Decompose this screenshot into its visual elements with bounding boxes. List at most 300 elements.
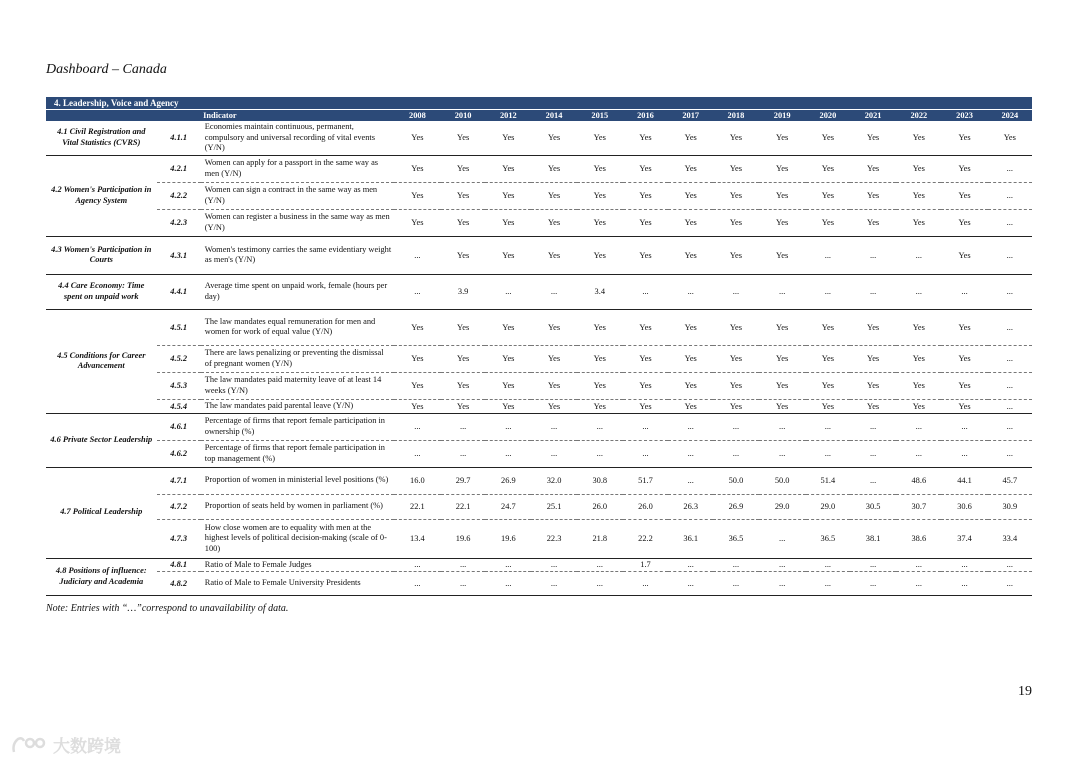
indicator-value-cell: ... xyxy=(623,274,668,309)
indicator-value-cell: ... xyxy=(941,558,987,572)
indicator-value-cell: ... xyxy=(668,413,713,440)
indicator-value-cell: Yes xyxy=(623,236,668,274)
indicator-value-cell: Yes xyxy=(759,309,806,345)
indicator-value-cell: Yes xyxy=(577,309,623,345)
indicator-code: 4.5.4 xyxy=(157,399,201,413)
indicator-value-cell: ... xyxy=(577,440,623,467)
indicator-description: Women can sign a contract in the same way as men (Y/N) xyxy=(201,182,394,209)
indicator-group-label: 4.8 Positions of influence: Judiciary and Academia xyxy=(46,558,157,596)
dashboard-table-container xyxy=(46,97,1032,596)
indicator-description: Average time spent on unpaid work, female (hours per day) xyxy=(201,274,394,309)
indicator-code: 4.5.2 xyxy=(157,345,201,372)
indicator-value-cell: Yes xyxy=(896,155,941,182)
indicator-value-cell: ... xyxy=(850,274,896,309)
indicator-value-cell: Yes xyxy=(441,155,485,182)
indicator-value-cell: Yes xyxy=(896,372,941,399)
indicator-value-cell: ... xyxy=(988,345,1032,372)
indicator-description: The law mandates paid maternity leave of at least 14 weeks (Y/N) xyxy=(201,372,394,399)
indicator-value-cell: ... xyxy=(988,209,1032,236)
indicator-value-cell: ... xyxy=(531,558,576,572)
indicator-row xyxy=(46,236,1032,274)
indicator-value-cell: Yes xyxy=(531,399,576,413)
indicator-value-cell: ... xyxy=(441,572,485,596)
indicator-value-cell: Yes xyxy=(668,182,713,209)
indicator-value-cell: Yes xyxy=(896,121,941,155)
table-body xyxy=(46,121,1032,596)
indicator-row xyxy=(46,309,1032,345)
indicator-value-cell: Yes xyxy=(441,236,485,274)
indicator-value-cell: Yes xyxy=(941,182,987,209)
indicator-value-cell: 26.0 xyxy=(577,494,623,519)
indicator-value-cell: Yes xyxy=(806,121,850,155)
indicator-value-cell: Yes xyxy=(850,345,896,372)
indicator-row xyxy=(46,440,1032,467)
indicator-value-cell: Yes xyxy=(806,309,850,345)
indicator-value-cell: ... xyxy=(850,413,896,440)
indicator-row xyxy=(46,345,1032,372)
indicator-value-cell: Yes xyxy=(531,155,576,182)
indicator-value-cell: Yes xyxy=(531,182,576,209)
table-header xyxy=(46,110,1032,122)
indicator-value-cell: ... xyxy=(623,440,668,467)
indicator-value-cell: Yes xyxy=(713,236,758,274)
indicator-group-label: 4.1 Civil Registration and Vital Statistics (CVRS) xyxy=(46,121,157,155)
indicator-value-cell: Yes xyxy=(577,399,623,413)
indicator-value-cell: 30.7 xyxy=(896,494,941,519)
indicator-value-cell: ... xyxy=(806,413,850,440)
indicator-code: 4.4.1 xyxy=(157,274,201,309)
indicator-value-cell: Yes xyxy=(759,121,806,155)
indicator-value-cell: Yes xyxy=(394,309,441,345)
year-column-header: 2023 xyxy=(941,110,987,122)
indicator-value-cell: ... xyxy=(896,558,941,572)
indicator-value-cell: 33.4 xyxy=(988,519,1032,558)
indicator-value-cell: Yes xyxy=(668,209,713,236)
indicator-value-cell: ... xyxy=(394,413,441,440)
indicator-value-cell: ... xyxy=(988,399,1032,413)
year-column-header: 2008 xyxy=(394,110,441,122)
indicator-value-cell: Yes xyxy=(485,372,531,399)
indicator-value-cell: Yes xyxy=(441,121,485,155)
indicator-value-cell: ... xyxy=(713,440,758,467)
year-column-header: 2022 xyxy=(896,110,941,122)
year-column-header: 2020 xyxy=(806,110,850,122)
indicator-value-cell: ... xyxy=(485,572,531,596)
indicator-value-cell: 16.0 xyxy=(394,467,441,494)
indicator-description: Economies maintain continuous, permanent, compulsory and universal recording of vital events (Y/N) xyxy=(201,121,394,155)
indicator-value-cell: 26.3 xyxy=(668,494,713,519)
indicator-value-cell: Yes xyxy=(531,372,576,399)
year-column-header: 2019 xyxy=(759,110,806,122)
indicator-value-cell: Yes xyxy=(806,372,850,399)
indicator-value-cell: ... xyxy=(623,572,668,596)
indicator-value-cell: Yes xyxy=(577,182,623,209)
indicator-row xyxy=(46,182,1032,209)
indicator-description: Women can apply for a passport in the same way as men (Y/N) xyxy=(201,155,394,182)
indicator-description: There are laws penalizing or preventing the dismissal of pregnant women (Y/N) xyxy=(201,345,394,372)
indicator-value-cell: 1.7 xyxy=(623,558,668,572)
indicator-value-cell: Yes xyxy=(713,399,758,413)
indicator-group-label: 4.5 Conditions for Career Advancement xyxy=(46,309,157,413)
indicator-value-cell: Yes xyxy=(485,399,531,413)
year-column-header: 2016 xyxy=(623,110,668,122)
indicator-value-cell: ... xyxy=(623,413,668,440)
indicator-value-cell: ... xyxy=(441,440,485,467)
indicator-value-cell: ... xyxy=(394,274,441,309)
indicator-description: Proportion of seats held by women in parliament (%) xyxy=(201,494,394,519)
indicator-value-cell: 22.3 xyxy=(531,519,576,558)
indicator-description: Women's testimony carries the same evidentiary weight as men's (Y/N) xyxy=(201,236,394,274)
indicator-value-cell: ... xyxy=(485,274,531,309)
indicator-value-cell: Yes xyxy=(759,345,806,372)
indicator-value-cell: Yes xyxy=(485,155,531,182)
indicator-value-cell: Yes xyxy=(896,309,941,345)
indicator-value-cell: 3.9 xyxy=(441,274,485,309)
indicator-value-cell: Yes xyxy=(441,182,485,209)
indicator-value-cell: ... xyxy=(577,558,623,572)
indicator-value-cell: ... xyxy=(941,274,987,309)
indicator-value-cell: ... xyxy=(713,413,758,440)
indicator-value-cell: Yes xyxy=(941,121,987,155)
indicator-value-cell: Yes xyxy=(394,182,441,209)
indicator-value-cell: ... xyxy=(759,558,806,572)
indicator-code: 4.8.1 xyxy=(157,558,201,572)
indicator-value-cell: ... xyxy=(806,236,850,274)
indicator-row xyxy=(46,274,1032,309)
indicator-value-cell: Yes xyxy=(441,309,485,345)
indicator-value-cell: ... xyxy=(988,274,1032,309)
indicator-value-cell: Yes xyxy=(941,345,987,372)
indicator-value-cell: ... xyxy=(941,572,987,596)
indicator-row xyxy=(46,558,1032,572)
indicator-description: The law mandates equal remuneration for men and women for work of equal value (Y/N) xyxy=(201,309,394,345)
indicator-value-cell: 21.8 xyxy=(577,519,623,558)
indicator-value-cell: Yes xyxy=(577,209,623,236)
indicator-value-cell: Yes xyxy=(577,121,623,155)
indicator-value-cell: Yes xyxy=(806,182,850,209)
indicator-value-cell: Yes xyxy=(713,121,758,155)
indicator-value-cell: Yes xyxy=(441,345,485,372)
indicator-value-cell: Yes xyxy=(441,209,485,236)
indicator-value-cell: ... xyxy=(668,572,713,596)
indicator-value-cell: ... xyxy=(531,413,576,440)
indicator-value-cell: 44.1 xyxy=(941,467,987,494)
indicator-value-cell: ... xyxy=(668,467,713,494)
year-column-header: 2010 xyxy=(441,110,485,122)
indicator-value-cell: Yes xyxy=(850,155,896,182)
indicator-value-cell: ... xyxy=(988,182,1032,209)
indicator-value-cell: Yes xyxy=(806,209,850,236)
indicator-code: 4.2.1 xyxy=(157,155,201,182)
indicator-value-cell: 13.4 xyxy=(394,519,441,558)
table-note: Note: Entries with “…”correspond to unavailability of data. xyxy=(46,603,289,614)
watermark-logo-icon xyxy=(10,734,50,756)
indicator-value-cell: ... xyxy=(896,413,941,440)
indicator-value-cell: 25.1 xyxy=(531,494,576,519)
indicator-row xyxy=(46,413,1032,440)
indicator-value-cell: 36.5 xyxy=(713,519,758,558)
indicator-value-cell: ... xyxy=(713,572,758,596)
indicator-value-cell: Yes xyxy=(668,399,713,413)
section-header: 4. Leadership, Voice and Agency xyxy=(46,97,1032,109)
indicator-row xyxy=(46,572,1032,596)
indicator-value-cell: ... xyxy=(441,558,485,572)
indicator-code: 4.2.2 xyxy=(157,182,201,209)
indicator-value-cell: ... xyxy=(531,572,576,596)
indicator-code: 4.3.1 xyxy=(157,236,201,274)
indicator-code: 4.7.2 xyxy=(157,494,201,519)
indicator-code: 4.2.3 xyxy=(157,209,201,236)
indicator-value-cell: Yes xyxy=(394,155,441,182)
indicator-value-cell: Yes xyxy=(896,399,941,413)
indicator-code: 4.1.1 xyxy=(157,121,201,155)
indicator-value-cell: ... xyxy=(988,440,1032,467)
indicator-value-cell: ... xyxy=(485,413,531,440)
indicator-description: The law mandates paid parental leave (Y/N) xyxy=(201,399,394,413)
indicator-value-cell: Yes xyxy=(713,372,758,399)
indicator-row xyxy=(46,467,1032,494)
indicator-value-cell: Yes xyxy=(531,309,576,345)
indicator-value-cell: ... xyxy=(988,236,1032,274)
indicator-value-cell: ... xyxy=(850,440,896,467)
indicator-code: 4.7.1 xyxy=(157,467,201,494)
page-title: Dashboard – Canada xyxy=(46,62,167,77)
indicator-value-cell: Yes xyxy=(394,399,441,413)
indicator-value-cell: ... xyxy=(988,572,1032,596)
indicator-description: Ratio of Male to Female Judges xyxy=(201,558,394,572)
indicator-value-cell: 22.1 xyxy=(441,494,485,519)
indicator-value-cell: Yes xyxy=(896,209,941,236)
indicator-group-label: 4.3 Women's Participation in Courts xyxy=(46,236,157,274)
indicator-value-cell: Yes xyxy=(759,236,806,274)
indicator-value-cell: Yes xyxy=(850,209,896,236)
indicator-value-cell: Yes xyxy=(531,236,576,274)
indicator-value-cell: Yes xyxy=(850,309,896,345)
indicator-value-cell: Yes xyxy=(668,155,713,182)
indicator-value-cell: ... xyxy=(941,440,987,467)
indicator-value-cell: Yes xyxy=(441,372,485,399)
indicator-row xyxy=(46,155,1032,182)
indicator-value-cell: Yes xyxy=(713,155,758,182)
indicator-value-cell: 19.6 xyxy=(441,519,485,558)
indicator-value-cell: ... xyxy=(485,558,531,572)
indicator-value-cell: 29.0 xyxy=(759,494,806,519)
indicator-value-cell: 30.9 xyxy=(988,494,1032,519)
indicator-value-cell: Yes xyxy=(850,182,896,209)
indicator-description: Proportion of women in ministerial level positions (%) xyxy=(201,467,394,494)
indicator-value-cell: Yes xyxy=(623,345,668,372)
indicator-value-cell: Yes xyxy=(988,121,1032,155)
indicator-value-cell: Yes xyxy=(531,345,576,372)
indicator-value-cell: Yes xyxy=(759,155,806,182)
indicator-value-cell: ... xyxy=(896,274,941,309)
indicator-value-cell: ... xyxy=(941,413,987,440)
indicator-value-cell: ... xyxy=(896,440,941,467)
indicator-value-cell: Yes xyxy=(759,399,806,413)
indicator-value-cell: 30.5 xyxy=(850,494,896,519)
indicator-value-cell: Yes xyxy=(531,121,576,155)
indicator-value-cell: 50.0 xyxy=(759,467,806,494)
indicator-value-cell: Yes xyxy=(713,182,758,209)
indicator-value-cell: ... xyxy=(394,440,441,467)
indicator-value-cell: Yes xyxy=(485,236,531,274)
indicator-value-cell: 26.9 xyxy=(713,494,758,519)
indicator-value-cell: 51.4 xyxy=(806,467,850,494)
indicator-value-cell: 19.6 xyxy=(485,519,531,558)
indicator-value-cell: Yes xyxy=(623,182,668,209)
indicator-value-cell: Yes xyxy=(668,372,713,399)
indicator-value-cell: ... xyxy=(394,558,441,572)
indicator-value-cell: ... xyxy=(394,572,441,596)
indicator-value-cell: ... xyxy=(988,558,1032,572)
indicator-value-cell: ... xyxy=(531,274,576,309)
indicator-value-cell: ... xyxy=(759,274,806,309)
indicator-description: Percentage of firms that report female participation in ownership (%) xyxy=(201,413,394,440)
indicator-value-cell: Yes xyxy=(623,399,668,413)
indicator-value-cell: Yes xyxy=(941,372,987,399)
indicator-value-cell: ... xyxy=(759,519,806,558)
indicator-value-cell: ... xyxy=(531,440,576,467)
indicator-column-header: Indicator xyxy=(46,110,394,122)
indicator-value-cell: Yes xyxy=(394,121,441,155)
indicator-value-cell: ... xyxy=(896,236,941,274)
indicator-value-cell: ... xyxy=(713,274,758,309)
indicator-value-cell: Yes xyxy=(850,121,896,155)
indicator-value-cell: 36.1 xyxy=(668,519,713,558)
indicator-description: Ratio of Male to Female University Presidents xyxy=(201,572,394,596)
indicator-value-cell: Yes xyxy=(577,372,623,399)
indicator-value-cell: 29.7 xyxy=(441,467,485,494)
indicator-value-cell: 32.0 xyxy=(531,467,576,494)
indicator-value-cell: Yes xyxy=(759,209,806,236)
indicator-value-cell: Yes xyxy=(941,399,987,413)
year-column-header: 2014 xyxy=(531,110,576,122)
indicator-value-cell: 3.4 xyxy=(577,274,623,309)
indicator-table xyxy=(46,109,1032,596)
indicator-row xyxy=(46,519,1032,558)
watermark-text: 大数跨境 xyxy=(53,737,121,757)
indicator-value-cell: ... xyxy=(485,440,531,467)
indicator-code: 4.5.1 xyxy=(157,309,201,345)
indicator-row xyxy=(46,121,1032,155)
indicator-value-cell: Yes xyxy=(577,236,623,274)
indicator-value-cell: 50.0 xyxy=(713,467,758,494)
indicator-value-cell: Yes xyxy=(806,399,850,413)
indicator-value-cell: ... xyxy=(850,467,896,494)
indicator-value-cell: Yes xyxy=(806,345,850,372)
indicator-description: Women can register a business in the same way as men (Y/N) xyxy=(201,209,394,236)
indicator-value-cell: Yes xyxy=(806,155,850,182)
indicator-value-cell: 38.6 xyxy=(896,519,941,558)
indicator-description: Percentage of firms that report female participation in top management (%) xyxy=(201,440,394,467)
indicator-value-cell: Yes xyxy=(668,345,713,372)
indicator-value-cell: Yes xyxy=(850,399,896,413)
indicator-value-cell: ... xyxy=(806,440,850,467)
indicator-row xyxy=(46,494,1032,519)
indicator-value-cell: 22.1 xyxy=(394,494,441,519)
indicator-group-label: 4.6 Private Sector Leadership xyxy=(46,413,157,467)
indicator-value-cell: ... xyxy=(988,413,1032,440)
indicator-row xyxy=(46,399,1032,413)
indicator-value-cell: Yes xyxy=(394,372,441,399)
indicator-value-cell: ... xyxy=(806,558,850,572)
indicator-value-cell: Yes xyxy=(623,121,668,155)
indicator-value-cell: 36.5 xyxy=(806,519,850,558)
indicator-code: 4.8.2 xyxy=(157,572,201,596)
indicator-value-cell: ... xyxy=(988,372,1032,399)
indicator-value-cell: 30.8 xyxy=(577,467,623,494)
indicator-value-cell: 26.0 xyxy=(623,494,668,519)
indicator-value-cell: Yes xyxy=(668,236,713,274)
page-number: 19 xyxy=(1018,684,1032,699)
indicator-value-cell: ... xyxy=(577,413,623,440)
indicator-value-cell: Yes xyxy=(668,309,713,345)
indicator-value-cell: ... xyxy=(988,309,1032,345)
year-column-header: 2015 xyxy=(577,110,623,122)
indicator-value-cell: Yes xyxy=(441,399,485,413)
indicator-value-cell: Yes xyxy=(394,209,441,236)
year-column-header: 2024 xyxy=(988,110,1032,122)
indicator-value-cell: ... xyxy=(668,274,713,309)
indicator-group-label: 4.7 Political Leadership xyxy=(46,467,157,558)
indicator-value-cell: 38.1 xyxy=(850,519,896,558)
indicator-value-cell: Yes xyxy=(531,209,576,236)
indicator-code: 4.6.2 xyxy=(157,440,201,467)
indicator-value-cell: ... xyxy=(850,558,896,572)
indicator-value-cell: ... xyxy=(759,572,806,596)
indicator-value-cell: ... xyxy=(806,572,850,596)
year-column-header: 2021 xyxy=(850,110,896,122)
indicator-value-cell: 22.2 xyxy=(623,519,668,558)
indicator-value-cell: Yes xyxy=(623,372,668,399)
indicator-value-cell: ... xyxy=(850,572,896,596)
indicator-value-cell: ... xyxy=(441,413,485,440)
indicator-value-cell: Yes xyxy=(485,182,531,209)
indicator-value-cell: 45.7 xyxy=(988,467,1032,494)
indicator-value-cell: 29.0 xyxy=(806,494,850,519)
indicator-value-cell: 26.9 xyxy=(485,467,531,494)
indicator-value-cell: Yes xyxy=(941,236,987,274)
indicator-value-cell: Yes xyxy=(668,121,713,155)
indicator-value-cell: Yes xyxy=(713,309,758,345)
indicator-row xyxy=(46,372,1032,399)
indicator-value-cell: Yes xyxy=(485,309,531,345)
indicator-group-label: 4.4 Care Economy: Time spent on unpaid work xyxy=(46,274,157,309)
indicator-value-cell: Yes xyxy=(485,121,531,155)
indicator-value-cell: Yes xyxy=(941,309,987,345)
indicator-value-cell: Yes xyxy=(759,182,806,209)
indicator-value-cell: Yes xyxy=(713,209,758,236)
year-column-header: 2012 xyxy=(485,110,531,122)
indicator-value-cell: ... xyxy=(713,558,758,572)
indicator-value-cell: Yes xyxy=(577,345,623,372)
indicator-value-cell: Yes xyxy=(577,155,623,182)
indicator-value-cell: ... xyxy=(394,236,441,274)
indicator-value-cell: 24.7 xyxy=(485,494,531,519)
indicator-value-cell: Yes xyxy=(623,155,668,182)
indicator-value-cell: 30.6 xyxy=(941,494,987,519)
indicator-value-cell: Yes xyxy=(623,309,668,345)
indicator-value-cell: Yes xyxy=(713,345,758,372)
indicator-value-cell: ... xyxy=(759,413,806,440)
indicator-value-cell: ... xyxy=(806,274,850,309)
indicator-value-cell: ... xyxy=(850,236,896,274)
indicator-value-cell: 48.6 xyxy=(896,467,941,494)
indicator-value-cell: Yes xyxy=(896,182,941,209)
indicator-value-cell: 51.7 xyxy=(623,467,668,494)
indicator-value-cell: ... xyxy=(668,558,713,572)
indicator-value-cell: ... xyxy=(988,155,1032,182)
